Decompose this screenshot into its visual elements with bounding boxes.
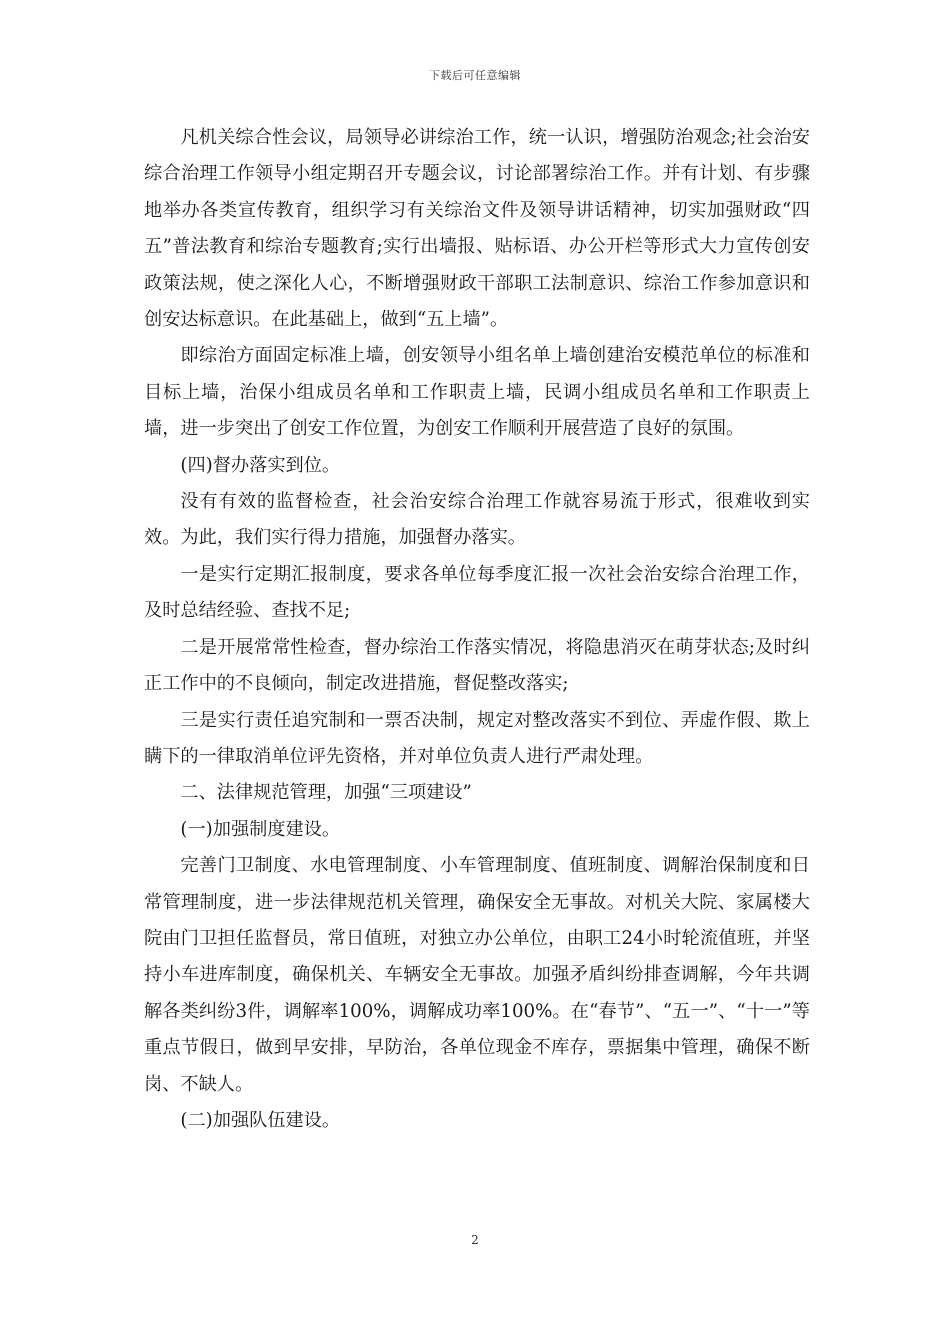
section-heading: (二)加强队伍建设。 bbox=[180, 1109, 341, 1131]
paragraph: 二是开展常常性检查，督办综治工作落实情况，将隐患消灭在萌芽状态;及时纠正工作中的不良倾向，制定改进措施，督促整改落实; bbox=[144, 636, 810, 695]
paragraph: 凡机关综合性会议，局领导必讲综治工作，统一认识，增强防治观念;社会治安综合治理工作领导小组定期召开专题会议，讨论部署综治工作。并有计划、有步骤地举办各类宣传教育，组织学习有关综治文件及领导讲话精神，切实加强财政“四五”普法教育和综治专题教育;实行出墙报、贴标语、办公开栏等形式大力宣传创安政策法规，使之深化人心，不断增强财政干部职工法制意识、综治工作参加意识和创安达标意识。在此基础上，做到“五上墙”。 bbox=[144, 127, 810, 331]
paragraph: 一是实行定期汇报制度，要求各单位每季度汇报一次社会治安综合治理工作，及时总结经验、查找不足; bbox=[144, 563, 810, 622]
paragraph: 即综治方面固定标准上墙，创安领导小组名单上墙创建治安模范单位的标准和目标上墙，治保小组成员名单和工作职责上墙，民调小组成员名单和工作职责上墙，进一步突出了创安工作位置，为创安工作顺利开展营造了良好的氛围。 bbox=[144, 345, 810, 440]
header-note: 下载后可任意编辑 bbox=[429, 69, 521, 82]
document-body bbox=[144, 120, 810, 1139]
section-heading: (一)加强制度建设。 bbox=[180, 818, 341, 840]
paragraph: 三是实行责任追究制和一票否决制，规定对整改落实不到位、弄虚作假、欺上瞒下的一律取消单位评先资格，并对单位负责人进行严肃处理。 bbox=[144, 709, 810, 767]
paragraph: 没有有效的监督检查，社会治安综合治理工作就容易流于形式，很难收到实效。为此，我们实行得力措施，加强督办落实。 bbox=[144, 491, 810, 549]
section-heading: (四)督办落实到位。 bbox=[180, 454, 341, 476]
page-number: 2 bbox=[471, 1233, 479, 1247]
paragraph: 完善门卫制度、水电管理制度、小车管理制度、值班制度、调解治保制度和日常管理制度，进一步法律规范机关管理，确保安全无事故。对机关大院、家属楼大院由门卫担任监督员，常日值班，对独立办公单位，由职工24小时轮流值班，并坚持小车进库制度，确保机关、车辆安全无事故。加强矛盾纠纷排查调解，今年共调解各类纠纷3件，调解率100%，调解成功率100%。在“春节”、“五一”、“十一”等重点节假日，做到早安排，早防治，各单位现金不库存，票据集中管理，确保不断岗、不缺人。 bbox=[144, 855, 810, 1095]
section-heading: 二、法律规范管理，加强“三项建设” bbox=[180, 782, 472, 804]
